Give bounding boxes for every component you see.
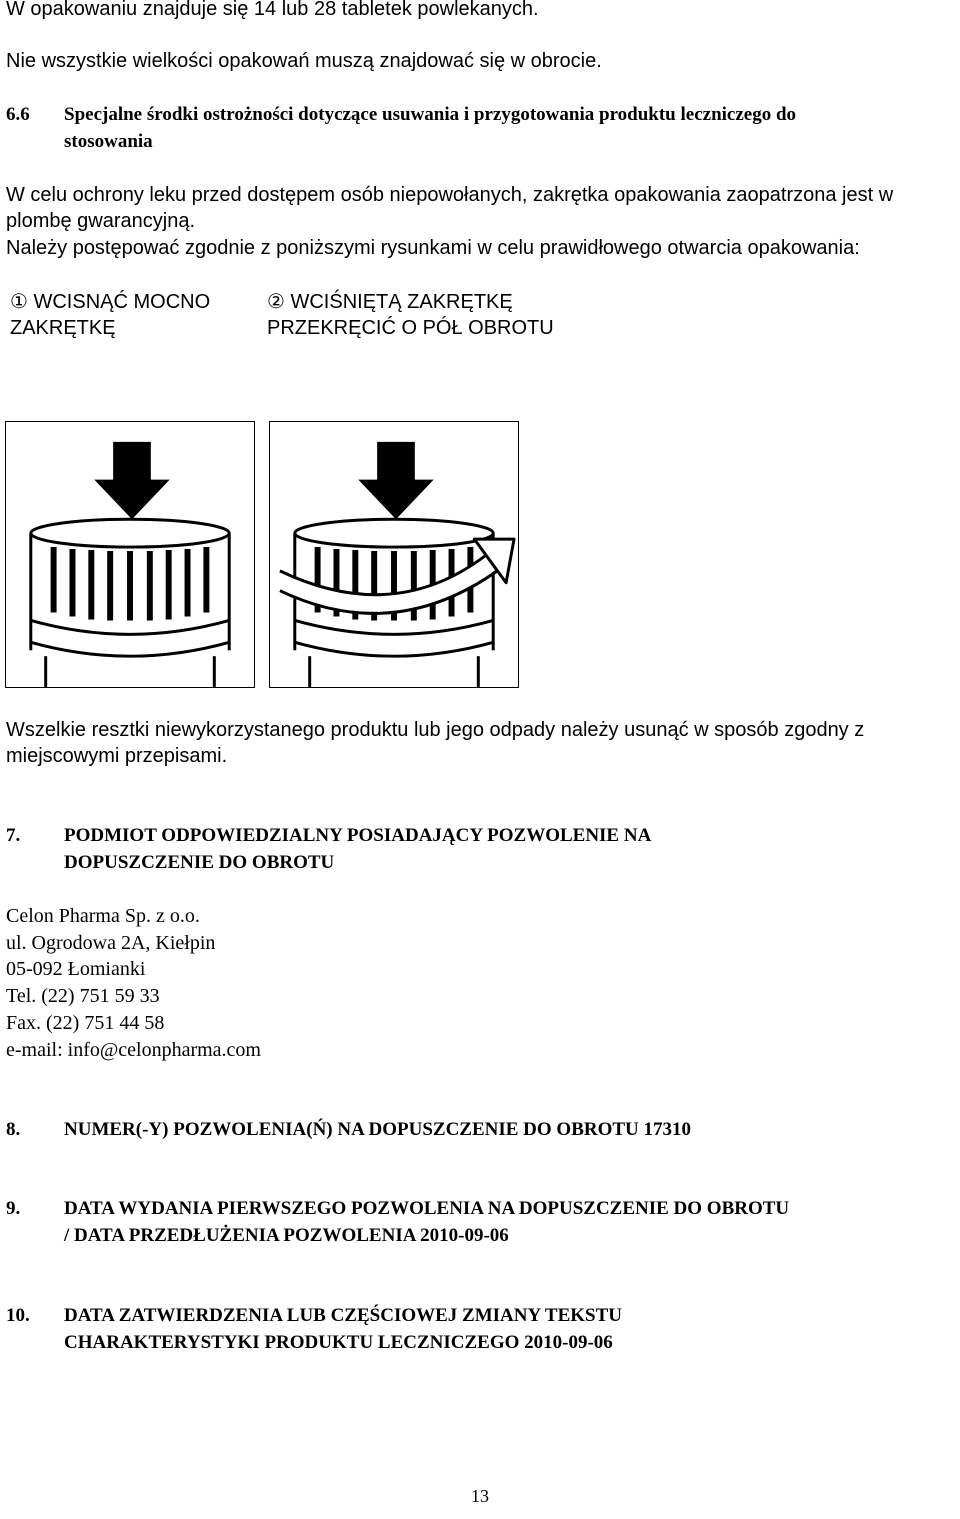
section-number: 10.	[6, 1305, 30, 1326]
company-street: ul. Ogrodowa 2A, Kiełpin	[6, 932, 216, 954]
page-number: 13	[471, 1486, 489, 1506]
instruction-paragraph: Należy postępować zgodnie z poniższymi rysunkami w celu prawidłowego otwarcia opakowania:	[6, 237, 860, 259]
twist-cap-illustration	[269, 421, 519, 688]
section-title-line-2: DOPUSZCZENIE DO OBROTU	[64, 852, 335, 873]
company-fax: Fax. (22) 751 44 58	[6, 1012, 165, 1034]
bottle-cap-icon	[6, 422, 254, 687]
disposal-line-1: Wszelkie resztki niewykorzystanego produktu lub jego odpady należy usunąć w sposób zgodny z	[6, 719, 865, 741]
section-title-line-1: DATA WYDANIA PIERWSZEGO POZWOLENIA NA DOPUSZCZENIE DO OBROTU	[64, 1198, 790, 1219]
section-title-line-1: PODMIOT ODPOWIEDZIALNY POSIADAJĄCY POZWOLENIE NA	[64, 825, 652, 846]
section-number: 9.	[6, 1198, 21, 1219]
section-number: 6.6	[6, 104, 30, 125]
disposal-line-2: miejscowymi przepisami.	[6, 745, 228, 767]
step-2-label-line-2: PRZEKRĘCIĆ O PÓŁ OBROTU	[267, 317, 554, 339]
section-number: 8.	[6, 1119, 21, 1140]
security-paragraph-line-2: plombę gwarancyjną.	[6, 210, 195, 232]
company-phone: Tel. (22) 751 59 33	[6, 985, 160, 1007]
intro-line-1: W opakowaniu znajduje się 14 lub 28 tabletek powlekanych.	[6, 0, 539, 20]
company-name: Celon Pharma Sp. z o.o.	[6, 905, 200, 927]
intro-line-2: Nie wszystkie wielkości opakowań muszą znajdować się w obrocie.	[6, 50, 602, 72]
step-1-label-line-1: ① WCISNĄĆ MOCNO	[10, 291, 211, 313]
step-2-label-line-1: ② WCIŚNIĘTĄ ZAKRĘTKĘ	[267, 291, 513, 313]
section-number: 7.	[6, 825, 21, 846]
bottle-cap-rotate-icon	[270, 422, 518, 687]
section-title-line-1: DATA ZATWIERDZENIA LUB CZĘŚCIOWEJ ZMIANY TEKSTU	[64, 1305, 622, 1326]
security-paragraph-line-1: W celu ochrony leku przed dostępem osób niepowołanych, zakrętka opakowania zaopatrzona jest w	[6, 184, 894, 206]
section-title-line-1: Specjalne środki ostrożności dotyczące usuwania i przygotowania produktu leczniczego do	[64, 104, 797, 125]
press-cap-illustration	[5, 421, 255, 688]
down-arrow-icon	[358, 442, 433, 519]
step-1-label-line-2: ZAKRĘTKĘ	[10, 317, 116, 339]
company-email: e-mail: info@celonpharma.com	[6, 1039, 261, 1061]
company-postal: 05-092 Łomianki	[6, 958, 146, 980]
section-title-line-2: CHARAKTERYSTYKI PRODUKTU LECZNICZEGO 2010-09-06	[64, 1332, 613, 1353]
down-arrow-icon	[94, 442, 169, 519]
section-title: NUMER(-Y) POZWOLENIA(Ń) NA DOPUSZCZENIE DO OBROTU 17310	[64, 1119, 692, 1140]
section-title-line-2: / DATA PRZEDŁUŻENIA POZWOLENIA 2010-09-06	[64, 1225, 509, 1246]
section-title-line-2: stosowania	[64, 131, 153, 152]
